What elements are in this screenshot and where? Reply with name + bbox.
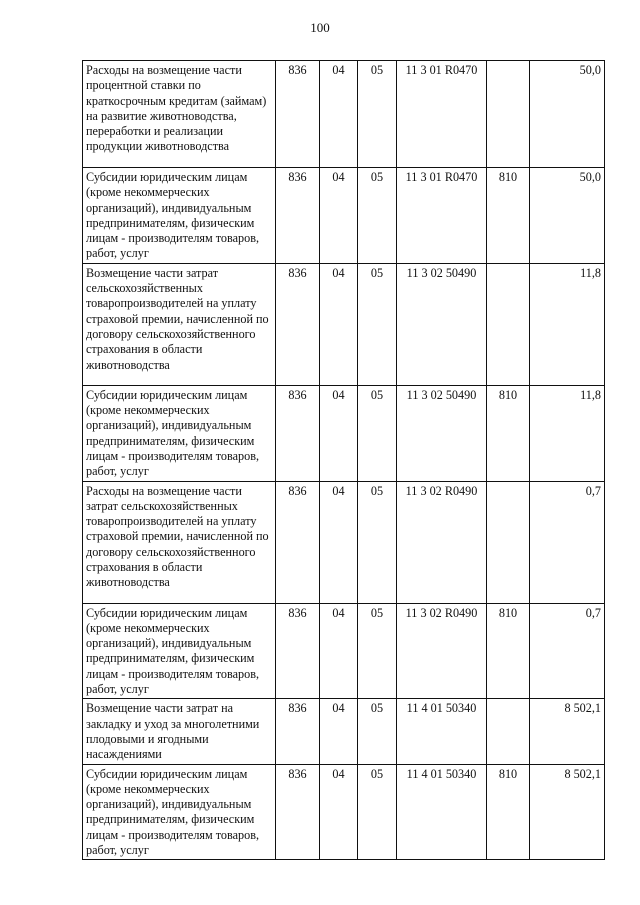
target-article-code: 11 3 02 50490 — [397, 263, 487, 385]
table-row — [83, 481, 605, 603]
section-code: 04 — [320, 764, 358, 860]
expense-name: Субсидии юридическим лицам (кроме некоммерческих организаций), индивидуальным предпринимателям, физическим лицам - производителям товаров, работ, услуг — [83, 168, 276, 264]
expense-type-code: 810 — [487, 168, 530, 264]
amount: 0,7 — [530, 603, 605, 699]
table-row — [83, 603, 605, 699]
target-article-code: 11 3 02 R0490 — [397, 481, 487, 603]
table-row — [83, 168, 605, 264]
expense-type-code — [487, 263, 530, 385]
expense-name: Расходы на возмещение части затрат сельскохозяйственных товаропроизводителей на уплату страховой премии, начисленной по договору сельскохозяйственного страхования в области животноводства — [83, 481, 276, 603]
expense-name: Субсидии юридическим лицам (кроме некоммерческих организаций), индивидуальным предпринимателям, физическим лицам - производителям товаров, работ, услуг — [83, 603, 276, 699]
ministry-code: 836 — [276, 263, 320, 385]
expense-name: Субсидии юридическим лицам (кроме некоммерческих организаций), индивидуальным предпринимателям, физическим лицам - производителям товаров, работ, услуг — [83, 764, 276, 860]
amount: 50,0 — [530, 168, 605, 264]
amount: 50,0 — [530, 61, 605, 168]
amount: 8 502,1 — [530, 764, 605, 860]
section-code: 04 — [320, 263, 358, 385]
expense-type-code — [487, 481, 530, 603]
table-row — [83, 385, 605, 481]
amount: 11,8 — [530, 263, 605, 385]
expense-type-code: 810 — [487, 603, 530, 699]
target-article-code: 11 3 01 R0470 — [397, 168, 487, 264]
target-article-code: 11 3 02 R0490 — [397, 603, 487, 699]
expense-type-code — [487, 61, 530, 168]
subsection-code: 05 — [358, 481, 397, 603]
amount: 0,7 — [530, 481, 605, 603]
amount: 11,8 — [530, 385, 605, 481]
ministry-code: 836 — [276, 385, 320, 481]
ministry-code: 836 — [276, 481, 320, 603]
expense-name: Возмещение части затрат на закладку и уход за многолетними плодовыми и ягодными насаждениями — [83, 699, 276, 764]
section-code: 04 — [320, 168, 358, 264]
target-article-code: 11 3 02 50490 — [397, 385, 487, 481]
subsection-code: 05 — [358, 699, 397, 764]
subsection-code: 05 — [358, 263, 397, 385]
table-row — [83, 263, 605, 385]
target-article-code: 11 4 01 50340 — [397, 699, 487, 764]
ministry-code: 836 — [276, 699, 320, 764]
table-row — [83, 699, 605, 764]
expense-type-code: 810 — [487, 385, 530, 481]
expense-type-code — [487, 699, 530, 764]
expense-name: Субсидии юридическим лицам (кроме некоммерческих организаций), индивидуальным предпринимателям, физическим лицам - производителям товаров, работ, услуг — [83, 385, 276, 481]
expense-name: Возмещение части затрат сельскохозяйственных товаропроизводителей на уплату страховой премии, начисленной по договору сельскохозяйственного страхования в области животноводства — [83, 263, 276, 385]
ministry-code: 836 — [276, 603, 320, 699]
ministry-code: 836 — [276, 61, 320, 168]
expense-type-code: 810 — [487, 764, 530, 860]
table-row — [83, 764, 605, 860]
expense-name: Расходы на возмещение части процентной ставки по краткосрочным кредитам (займам) на развитие животноводства, переработки и реализации продукции животноводства — [83, 61, 276, 168]
subsection-code: 05 — [358, 385, 397, 481]
subsection-code: 05 — [358, 603, 397, 699]
section-code: 04 — [320, 481, 358, 603]
ministry-code: 836 — [276, 168, 320, 264]
section-code: 04 — [320, 603, 358, 699]
subsection-code: 05 — [358, 764, 397, 860]
subsection-code: 05 — [358, 168, 397, 264]
subsection-code: 05 — [358, 61, 397, 168]
section-code: 04 — [320, 699, 358, 764]
page-number: 100 — [310, 20, 330, 35]
table-row — [83, 61, 605, 168]
target-article-code: 11 3 01 R0470 — [397, 61, 487, 168]
ministry-code: 836 — [276, 764, 320, 860]
target-article-code: 11 4 01 50340 — [397, 764, 487, 860]
budget-table — [82, 60, 605, 860]
section-code: 04 — [320, 61, 358, 168]
section-code: 04 — [320, 385, 358, 481]
amount: 8 502,1 — [530, 699, 605, 764]
